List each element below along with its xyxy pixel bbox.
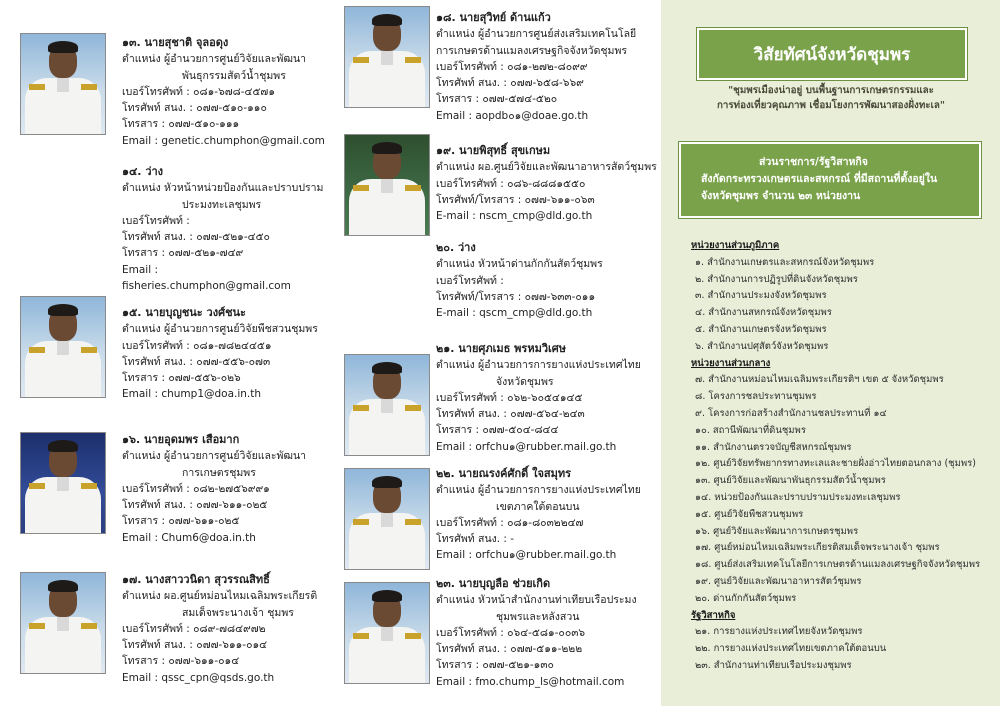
agency-summary-box xyxy=(679,142,981,218)
agency-count: จังหวัดชุมพร จำนวน ๒๓ หน่วยงาน xyxy=(701,190,861,202)
office-phone-line: โทรศัพท์ สนง. : ๐๗๗-๕๒๑-๔๕๐ xyxy=(122,231,270,244)
list-item: ๑๐. สถานีพัฒนาที่ดินชุมพร xyxy=(695,424,806,436)
section-heading-state-enterprise: รัฐวิสาหกิจ xyxy=(691,609,736,621)
contact-entry xyxy=(436,143,657,224)
contact-entry xyxy=(122,305,318,403)
vision-slogan xyxy=(681,83,981,113)
phone-line: เบอร์โทรศัพท์ : ๐๘๑-๒๗๒-๘๐๙๙ xyxy=(436,60,588,73)
agency-list xyxy=(691,238,991,675)
office-phone-line: โทรศัพท์ สนง. : ๐๗๗-๖๑๑-๐๒๕ xyxy=(122,499,268,512)
office-phone-line: โทรศัพท์ สนง. : - xyxy=(436,533,515,546)
fax-line: โทรสาร : ๐๗๗-๕๐๔-๘๔๔ xyxy=(436,424,559,437)
position-line: ตำแหน่ง หัวหน้าหน่วยป้องกันและปราบปราม xyxy=(122,182,324,195)
portrait-photo xyxy=(20,572,106,674)
contact-entry xyxy=(436,466,641,564)
position-line: ตำแหน่ง ผู้อำนวยการการยางแห่งประเทศไทย xyxy=(436,484,641,497)
list-item: ๒๑. การยางแห่งประเทศไทยจังหวัดชุมพร xyxy=(695,626,863,638)
list-item: ๑. สำนักงานเกษตรและสหกรณ์จังหวัดชุมพร xyxy=(695,256,875,268)
slogan-line: การท่องเที่ยวคุณภาพ เชื่อมโยงการพัฒนาสองฝั่งทะเล" xyxy=(716,100,945,111)
email-line[interactable]: Email : orfchu๑@rubber.mail.go.th xyxy=(436,549,617,562)
portrait-photo xyxy=(344,6,430,108)
phone-line: เบอร์โทรศัพท์ : ๐๘๑-๖๗๘-๔๕๗๑ xyxy=(122,85,275,98)
slogan-line: "ชุมพรเมืองน่าอยู่ บนพื้นฐานการเกษตรกรรมและ xyxy=(728,85,934,96)
email-line[interactable]: Email : qssc_cpn@qsds.go.th xyxy=(122,671,275,684)
position-line: ตำแหน่ง ผู้อำนวยการการยางแห่งประเทศไทย xyxy=(436,359,641,372)
fax-line: โทรสาร : ๐๗๗-๕๕๖-๐๒๖ xyxy=(122,372,241,385)
contact-entry xyxy=(122,164,330,294)
office-phone-line: โทรศัพท์ สนง. : ๐๗๗-๕๕๖-๐๗๓ xyxy=(122,355,271,368)
email-line[interactable]: Email : fisheries.chumphon@gmail.com xyxy=(122,263,291,293)
list-item: ๑๘. ศูนย์ส่งเสริมเทคโนโลยีการเกษตรด้านแมลงเศรษฐกิจจังหวัดชุมพร xyxy=(695,559,981,571)
portrait-photo xyxy=(344,354,430,456)
person-name: ๒๑. นายศุภเมธ พรหมวิเศษ xyxy=(436,342,567,355)
position-line: สมเด็จพระนางเจ้า ชุมพร xyxy=(182,606,294,619)
contact-entry xyxy=(122,432,306,546)
list-item: ๑๙. ศูนย์วิจัยและพัฒนาอาหารสัตว์ชุมพร xyxy=(695,575,862,587)
phone-line: เบอร์โทรศัพท์ : ๐๘๖-๘๘๘๑๕๕๐ xyxy=(436,177,586,190)
office-phone-line: โทรศัพท์/โทรสาร : ๐๗๗-๖๓๓-๐๑๑ xyxy=(436,290,596,303)
person-name: ๑๔. ว่าง xyxy=(122,165,164,178)
phone-line: เบอร์โทรศัพท์ : xyxy=(436,274,504,287)
position-line: ตำแหน่ง ผู้อำนวยการศูนย์ส่งเสริมเทคโนโลยี xyxy=(436,28,637,41)
contact-entry xyxy=(122,35,325,149)
position-line: ตำแหน่ง ผู้อำนวยการศูนย์วิจัยพืชสวนชุมพร xyxy=(122,323,318,336)
list-item: ๑๑. สำนักงานตรวจบัญชีสหกรณ์ชุมพร xyxy=(695,441,852,453)
contact-entry xyxy=(436,576,637,690)
portrait-photo xyxy=(344,468,430,570)
phone-line: เบอร์โทรศัพท์ : ๐๘๙-๗๘๔๙๗๒ xyxy=(122,622,266,635)
list-item: ๒๒. การยางแห่งประเทศไทยเขตภาคใต้ตอนบน xyxy=(695,643,887,655)
email-line[interactable]: Email : genetic.chumphon@gmail.com xyxy=(122,134,325,147)
agency-heading: ส่วนราชการ/รัฐวิสาหกิจ xyxy=(759,156,868,168)
email-line[interactable]: Email : orfchu๑@rubber.mail.go.th xyxy=(436,440,617,453)
position-line: ชุมพรและหลังสวน xyxy=(496,610,580,623)
phone-line: เบอร์โทรศัพท์ : ๐๖๔-๕๘๑-๐๐๓๖ xyxy=(436,626,586,639)
list-item: ๙. โครงการก่อสร้างสำนักงานชลประทานที่ ๑๔ xyxy=(695,407,887,419)
agency-subheading: สังกัดกระทรวงเกษตรและสหกรณ์ ที่มีสถานที่ตั้งอยู่ใน xyxy=(701,173,938,185)
list-item: ๓. สำนักงานประมงจังหวัดชุมพร xyxy=(695,290,827,302)
position-line: ตำแหน่ง ผอ.ศูนย์วิจัยและพัฒนาอาหารสัตว์ชุมพร xyxy=(436,161,657,174)
list-item: ๒๓. สำนักงานท่าเทียบเรือประมงชุมพร xyxy=(695,659,852,671)
phone-line: เบอร์โทรศัพท์ : ๐๘๑-๘๐๓๒๒๔๗ xyxy=(436,516,584,529)
contact-entry xyxy=(436,240,603,321)
contact-entry xyxy=(436,341,641,455)
fax-line: โทรสาร : ๐๗๗-๖๑๑-๐๒๕ xyxy=(122,515,240,528)
position-line: ตำแหน่ง หัวหน้าสำนักงานท่าเทียบเรือประมง xyxy=(436,594,637,607)
person-name: ๑๗. นางสาววนิดา สุวรรณสิทธิ์ xyxy=(122,573,270,586)
portrait-photo xyxy=(20,296,106,398)
office-phone-line: โทรศัพท์ สนง. : ๐๗๗-๖๕๘-๖๖๙ xyxy=(436,77,584,90)
office-phone-line: โทรศัพท์/โทรสาร : ๐๗๗-๖๑๑-๐๖๓ xyxy=(436,193,595,206)
fax-line: โทรสาร : ๐๗๗-๕๒๑-๗๔๙ xyxy=(122,247,244,260)
email-line[interactable]: Email : fmo.chump_ls@hotmail.com xyxy=(436,675,625,688)
person-name: ๑๖. นายอุดมพร เสือมาก xyxy=(122,433,240,446)
position-line: จังหวัดชุมพร xyxy=(496,375,554,388)
position-line: ตำแหน่ง ผู้อำนวยการศูนย์วิจัยและพัฒนา xyxy=(122,450,307,463)
email-line[interactable]: Email : aopdb๐๑@doae.go.th xyxy=(436,109,589,122)
contact-entry xyxy=(436,10,636,124)
column-middle xyxy=(330,0,660,706)
fax-line: โทรสาร : ๐๗๗-๕๑๐-๑๑๑ xyxy=(122,118,240,131)
fax-line: โทรสาร : ๐๗๗-๖๑๑-๐๑๔ xyxy=(122,655,240,668)
office-phone-line: โทรศัพท์ สนง. : ๐๗๗-๕๑๐-๑๑๐ xyxy=(122,102,267,115)
list-item: ๗. สำนักงานหม่อนไหมเฉลิมพระเกียรติฯ เขต ๕ จังหวัดชุมพร xyxy=(695,374,944,386)
email-line[interactable]: E-mail : qscm_cmp@dld.go.th xyxy=(436,307,593,320)
list-item: ๘. โครงการชลประทานชุมพร xyxy=(695,391,817,403)
phone-line: เบอร์โทรศัพท์ : ๐๘๑-๗๘๒๔๔๕๑ xyxy=(122,339,272,352)
person-name: ๒๓. นายบุญลือ ช่วยเกิด xyxy=(436,577,551,590)
person-name: ๒๒. นายณรงค์ศักดิ์ ใจสมุทร xyxy=(436,467,572,480)
position-line: การเกษตรชุมพร xyxy=(182,466,256,479)
person-name: ๑๘. นายสุวิทย์ ด้านแก้ว xyxy=(436,11,551,24)
person-name: ๑๕. นายบุญชนะ วงศ์ชนะ xyxy=(122,306,246,319)
position-line: ตำแหน่ง หัวหน้าด่านกักกันสัตว์ชุมพร xyxy=(436,258,603,271)
list-item: ๑๔. หน่วยป้องกันและปราบปรามประมงทะเลชุมพร xyxy=(695,491,901,503)
column-left xyxy=(0,0,330,706)
list-item: ๒. สำนักงานการปฏิรูปที่ดินจังหวัดชุมพร xyxy=(695,273,858,285)
position-line: ตำแหน่ง ผอ.ศูนย์หม่อนไหมเฉลิมพระเกียรติ xyxy=(122,590,318,603)
portrait-photo xyxy=(344,582,430,684)
position-line: ประมงทะเลชุมพร xyxy=(182,198,262,211)
position-line: การเกษตรด้านแมลงเศรษฐกิจจังหวัดชุมพร xyxy=(436,44,628,57)
list-item: ๑๓. ศูนย์วิจัยและพัฒนาพันธุกรรมสัตว์น้ำชุมพร xyxy=(695,475,886,487)
list-item: ๑๖. ศูนย์วิจัยและพัฒนาการเกษตรชุมพร xyxy=(695,525,859,537)
list-item: ๒๐. ด่านกักกันสัตว์ชุมพร xyxy=(695,592,797,604)
vision-panel xyxy=(661,0,1000,706)
email-line[interactable]: Email : chump1@doa.in.th xyxy=(122,388,262,401)
section-heading-central: หน่วยงานส่วนกลาง xyxy=(691,357,771,369)
office-phone-line: โทรศัพท์ สนง. : ๐๗๗-๕๖๔-๒๔๓ xyxy=(436,408,585,421)
vision-title: วิสัยทัศน์จังหวัดชุมพร xyxy=(697,28,967,80)
list-item: ๖. สำนักงานปศุสัตว์จังหวัดชุมพร xyxy=(695,340,829,352)
fax-line: โทรสาร : ๐๗๗-๕๒๑-๑๓๐ xyxy=(436,659,554,672)
position-line: เขตภาคใต้ตอนบน xyxy=(496,500,580,513)
portrait-photo xyxy=(20,432,106,534)
person-name: ๑๓. นายสุชาติ จุลอดุง xyxy=(122,36,229,49)
position-line: ตำแหน่ง ผู้อำนวยการศูนย์วิจัยและพัฒนา xyxy=(122,53,307,66)
list-item: ๑๗. ศูนย์หม่อนไหมเฉลิมพระเกียรติสมเด็จพระนางเจ้า ชุมพร xyxy=(695,542,940,554)
portrait-photo xyxy=(344,134,430,236)
fax-line: โทรสาร : ๐๗๗-๕๗๔-๕๒๐ xyxy=(436,93,558,106)
phone-line: เบอร์โทรศัพท์ : ๐๖๒-๖๐๕๔๑๔๕ xyxy=(436,391,583,404)
email-line[interactable]: Email : Chum6@doa.in.th xyxy=(122,531,256,544)
position-line: พันธุกรรมสัตว์น้ำชุมพร xyxy=(182,69,286,82)
person-name: ๑๙. นายพิสุทธิ์ สุขเกษม xyxy=(436,144,551,157)
email-line[interactable]: E-mail : nscm_cmp@dld.go.th xyxy=(436,210,593,223)
portrait-photo xyxy=(20,33,106,135)
section-heading-regional: หน่วยงานส่วนภูมิภาค xyxy=(691,240,780,251)
list-item: ๔. สำนักงานสหกรณ์จังหวัดชุมพร xyxy=(695,307,832,319)
phone-line: เบอร์โทรศัพท์ : xyxy=(122,214,190,227)
list-item: ๑๕. ศูนย์วิจัยพืชสวนชุมพร xyxy=(695,508,804,520)
contact-entry xyxy=(122,572,317,686)
office-phone-line: โทรศัพท์ สนง. : ๐๗๗-๕๑๑-๒๒๒ xyxy=(436,643,583,656)
person-name: ๒๐. ว่าง xyxy=(436,241,476,254)
list-item: ๑๒. ศูนย์วิจัยทรัพยากรทางทะเลและชายฝั่งอ่าวไทยตอนกลาง (ชุมพร) xyxy=(695,458,976,470)
list-item: ๕. สำนักงานเกษตรจังหวัดชุมพร xyxy=(695,323,827,335)
office-phone-line: โทรศัพท์ สนง. : ๐๗๗-๖๑๑-๐๑๔ xyxy=(122,639,268,652)
phone-line: เบอร์โทรศัพท์ : ๐๘๒-๒๗๕๖๙๙๑ xyxy=(122,482,270,495)
